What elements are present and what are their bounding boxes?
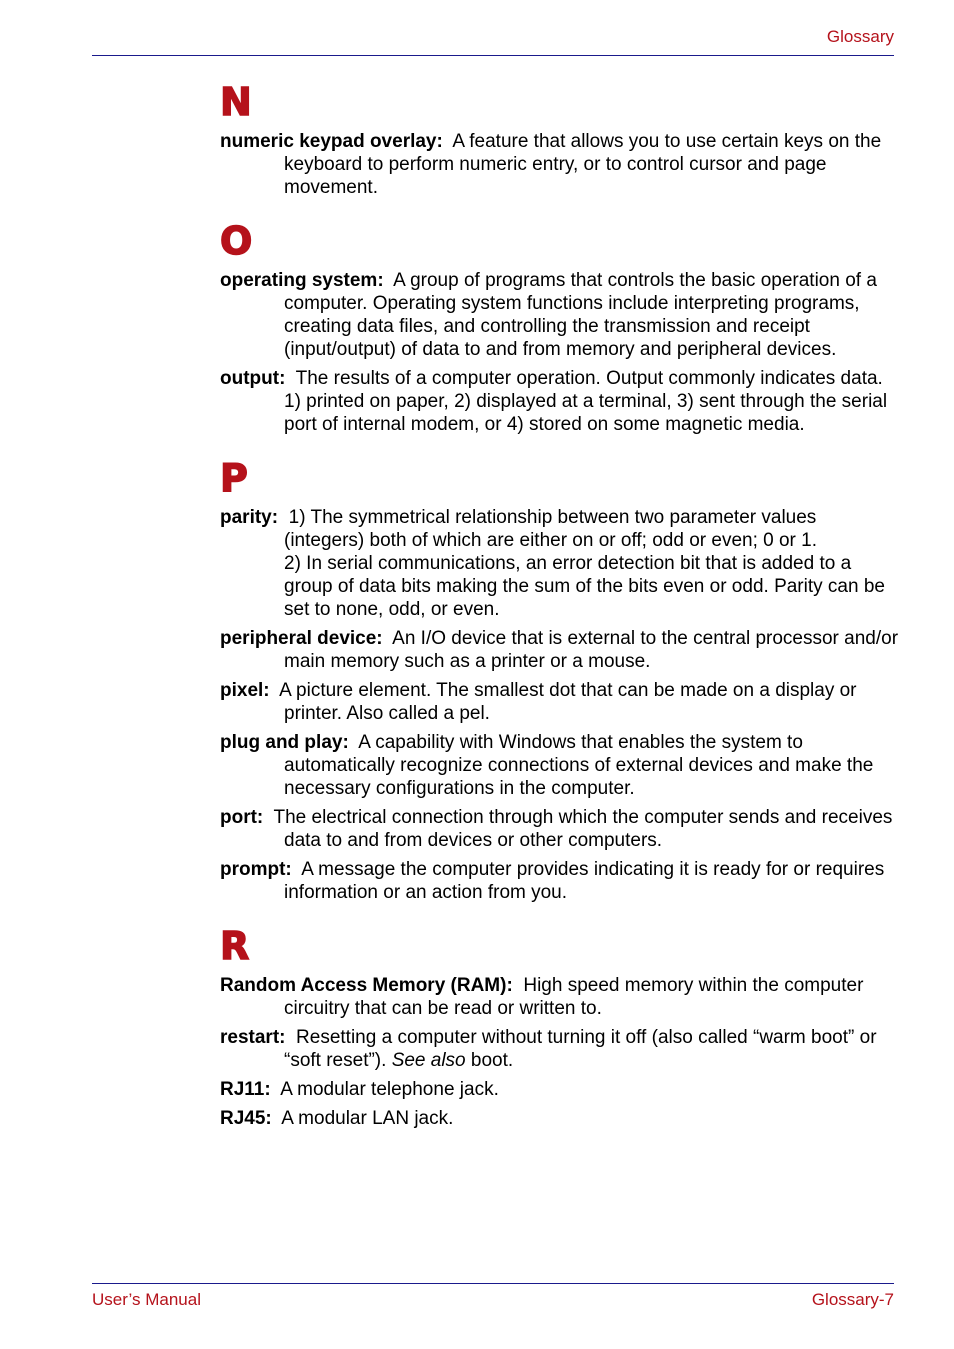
section-letter-r: R (220, 924, 250, 968)
entry-term: port: (220, 807, 264, 828)
glossary-entry (220, 858, 900, 904)
entry-definition: A picture element. The smallest dot that can be made on a display or printer. Also called a pel. (279, 680, 857, 724)
glossary-entry (220, 1026, 900, 1072)
entry-term: RJ45: (220, 1108, 272, 1129)
glossary-entry (220, 130, 900, 199)
glossary-entry (220, 269, 900, 361)
glossary-entry (220, 731, 900, 800)
section-letter-p: P (220, 456, 248, 500)
glossary-entry (220, 627, 900, 673)
glossary-entry (220, 806, 900, 852)
section-letter-o: O (220, 219, 253, 263)
footer-page-number: Glossary-7 (811, 1290, 894, 1309)
entry-definition-continued: 1) printed on paper, 2) displayed at a terminal, 3) sent through the serial port of internal modem, or 4) stored on some magnetic media. (284, 391, 888, 435)
glossary-content (220, 80, 900, 1136)
glossary-entry (220, 367, 900, 436)
header-rule (92, 55, 894, 56)
entry-term: operating system: (220, 270, 384, 291)
entry-definition: High speed memory within the computer circuitry that can be read or written to. (284, 975, 864, 1019)
entry-definition: A capability with Windows that enables the system to automatically recognize connections of external devices and make the necessary configurations in the computer. (284, 732, 874, 799)
footer-manual-title: User’s Manual (92, 1290, 201, 1309)
entry-definition: Resetting a computer without turning it off (also called “warm boot” or “soft reset”). (284, 1027, 877, 1071)
entry-definition: A message the computer provides indicating it is ready for or requires information or an action from you. (284, 859, 885, 903)
footer-rule (92, 1283, 894, 1284)
entry-term: RJ11: (220, 1079, 271, 1100)
see-also-target: boot. (470, 1050, 514, 1071)
entry-definition: 1) The symmetrical relationship between two parameter values (integers) both of which are either on or off; odd or even; 0 or 1. (284, 507, 818, 551)
entry-term: restart: (220, 1027, 286, 1048)
glossary-entry (220, 679, 900, 725)
entry-term: pixel: (220, 680, 270, 701)
entry-term: prompt: (220, 859, 292, 880)
glossary-entry (220, 1107, 900, 1130)
entry-term: output: (220, 368, 286, 389)
entry-definition: A modular LAN jack. (281, 1108, 454, 1129)
entry-definition: A feature that allows you to use certain keys on the keyboard to perform numeric entry, or to control cursor and page movement. (284, 131, 882, 198)
entry-definition: The electrical connection through which the computer sends and receives data to and from devices or other computers. (273, 807, 893, 851)
entry-term: plug and play: (220, 732, 349, 753)
entry-term: numeric keypad overlay: (220, 131, 443, 152)
entry-definition: The results of a computer operation. Output commonly indicates data. (295, 368, 883, 389)
glossary-entry (220, 1078, 900, 1101)
glossary-entry (220, 506, 900, 621)
entry-term: peripheral device: (220, 628, 383, 649)
see-also-label: See also (391, 1050, 466, 1071)
entry-term: parity: (220, 507, 279, 528)
entry-definition: An I/O device that is external to the central processor and/or main memory such as a printer or a mouse. (284, 628, 899, 672)
glossary-entry (220, 974, 900, 1020)
entry-definition: A group of programs that controls the basic operation of a computer. Operating system functions include interpreting programs, creating data files, and controlling the transmission and receipt (input/output) of data to and from memory and peripheral devices. (284, 270, 877, 360)
section-letter-n: N (220, 80, 252, 124)
entry-term: Random Access Memory (RAM): (220, 975, 513, 996)
running-header: Glossary (826, 27, 894, 46)
entry-definition: A modular telephone jack. (280, 1079, 499, 1100)
entry-definition-continued: 2) In serial communications, an error detection bit that is added to a group of data bits making the sum of the bits even or odd. Parity can be set to none, odd, or even. (284, 553, 885, 620)
